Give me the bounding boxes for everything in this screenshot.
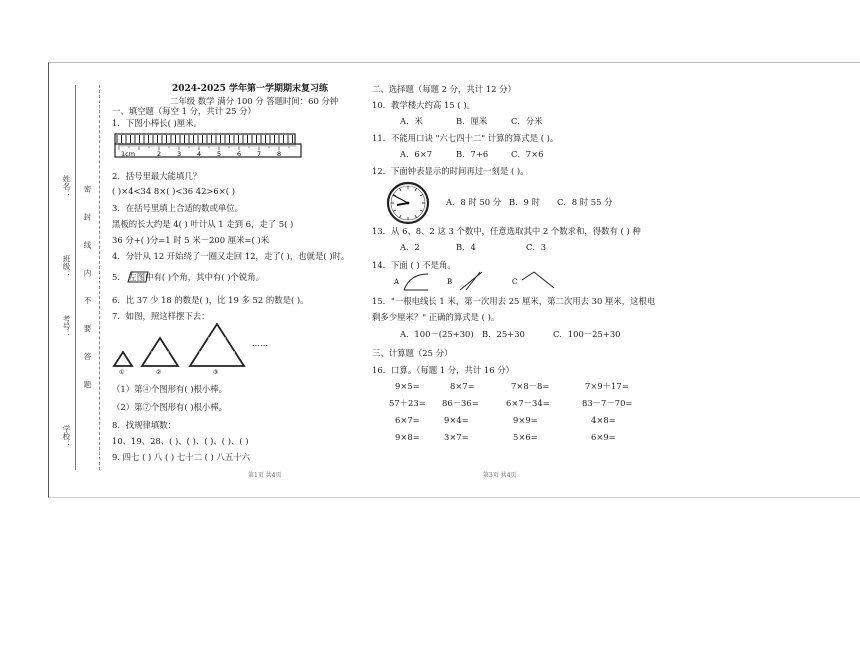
calc-3-3: 9×9= [513,415,538,425]
angle-option-b-label: B [447,278,453,286]
question-6: 6．比 37 少 18 的数是( )，比 19 多 52 的数是( )。 [112,295,309,305]
angle-option-c-label: C [512,278,518,286]
calc-3-2: 9×4= [444,415,469,425]
section-3-heading: 三、计算题（25 分） [372,348,453,358]
question-2: 2．括号里最大能填几？ [112,171,202,181]
name-label: 姓名： [62,175,71,198]
question-15-line-2: 剩多少厘米？" 正确的算式是 ( )。 [372,312,500,322]
right-page-footer: 第3页 共4页 [483,472,517,479]
calc-3-1: 6×7= [395,415,420,425]
question-15-option-a: A．100－(25+30) [400,329,474,339]
question-9: 9. 四七 ( ) 八 ( ) 七十二 ( ) 八五十六 [112,452,250,462]
question-3: 3．在括号里填上合适的数或单位。 [112,203,243,213]
question-15-option-b: B．25+30 [482,329,525,339]
exam-no-label: 考号： [62,315,71,338]
calc-4-4: 6×9= [591,432,616,442]
figure-label-1: ① [119,369,125,374]
question-13: 13．从 6、8、2 这 3 个数中，任意选取其中 2 个数求和，得数有 ( ) 种 [372,226,641,236]
question-7-part-2: （2）第⑦个图形有( )根小棒。 [112,402,228,412]
question-4: 4．分针从 12 开始绕了一圈又走回 12，走了( )，也就是( )时。 [112,251,350,261]
question-11-option-b: B．7+6 [456,149,489,159]
calc-2-2: 86－36= [442,398,479,408]
left-page-footer: 第1页 共4页 [248,472,282,479]
question-15-option-c: C．100－25+30 [553,329,621,339]
binding-line [75,85,76,470]
ruler-number: 2 [157,150,162,158]
question-3-line-1: 黑板的长大约是 4( ) 叶计从 1 走到 6，走了 5( ) [112,219,294,229]
question-12-option-a: A．8 时 50 分 [446,197,502,207]
calc-1-4: 7×9＋17= [585,381,629,391]
question-10: 10．教学楼大约高 15 ( )。 [372,100,475,110]
question-13-option-b: B．4 [456,242,476,252]
question-13-option-a: A．2 [400,242,420,252]
section-1-heading: 一、填空题（每空 1 分，共计 25 分） [112,106,256,116]
question-13-option-c: C．3 [526,242,547,252]
seal-warning: 密 封 线 内 不 要 答 题 [83,185,92,397]
trapezoid-figure [127,270,149,284]
question-7: 7．如图，照这样摆下去： [112,311,210,321]
seal-dash-line [99,85,100,470]
calc-2-3: 6×7－34= [506,398,550,408]
question-11-option-a: A．6×7 [400,149,433,159]
question-8: 8．找规律填数： [112,420,176,430]
question-8-sequence: 10、19、28、( )、( )、( )、( )、( ) [112,436,249,446]
question-7-part-1: （1）第④个图形有( )根小棒。 [112,384,228,394]
exam-title: 2024-2025 学年第一学期期末复习练 [172,84,328,94]
question-12-option-b: B．9 时 [509,197,540,207]
calc-2-4: 83－7－70= [582,398,633,408]
question-10-option-b: B．厘米 [456,116,488,126]
ruler-number: 5 [217,150,222,158]
calc-1-2: 8×7= [450,381,475,391]
ruler-number: 4 [197,150,202,158]
question-16: 16．口算。（每题 1 分，共计 16 分） [372,365,514,375]
question-2-items: ( )×4<34 8×( )<36 42>6×( ) [112,186,235,196]
calc-1-3: 7×8－8= [511,381,550,391]
ruler-unit-label: 1cm [121,150,136,158]
question-1: 1．下图小棒长( )厘米。 [112,118,202,128]
angle-figures [392,268,572,294]
question-5: 5． 左图中有( )个角，其中有( )个锐角。 [112,272,265,282]
class-label: 班级： [62,255,71,278]
calc-4-1: 9×8= [395,432,420,442]
calc-4-3: 5×6= [513,432,538,442]
question-14: 14．下面 ( ) 不是角。 [372,260,456,270]
calc-4-2: 3×7= [444,432,469,442]
question-10-option-a: A．米 [400,116,423,126]
angle-option-a-label: A [394,278,400,286]
section-2-heading: 二、选择题（每题 2 分，共计 12 分） [372,84,516,94]
figure-label-2: ② [156,369,162,374]
clock-figure [385,180,431,226]
question-12: 12．下面钟表显示的时间再过一刻是 ( )。 [372,166,529,176]
calc-3-4: 4×8= [591,415,616,425]
exam-subtitle: 二年级 数学 满分 100 分 答题时间：60 分钟 [170,96,339,106]
school-label: 学校： [62,425,71,448]
ruler-number: 3 [177,150,182,158]
ruler-number: 8 [277,150,282,158]
ruler-number: 7 [257,150,262,158]
question-11-option-c: C．7×6 [511,149,544,159]
triangle-sticks-figure [108,322,278,374]
ruler-figure [113,131,303,159]
calc-2-1: 57＋23= [389,398,426,408]
question-3-line-2: 36 分+( )分=1 时 5 米－200 厘米=( )米 [112,235,270,245]
question-15: 15．"一根电线长 1 米，第一次用去 25 厘米，第二次用去 30 厘米，这根电 [372,296,656,306]
ruler-number: 6 [237,150,242,158]
question-10-option-c: C．分米 [511,116,543,126]
question-12-option-c: C．8 时 55 分 [557,197,613,207]
question-11: 11．不能用口诀 "六七四十二" 计算的算式是 ( )。 [372,133,559,143]
figure-label-3: ③ [213,369,219,374]
calc-1-1: 9×5= [395,381,420,391]
figure-ellipsis: …… [252,339,268,348]
